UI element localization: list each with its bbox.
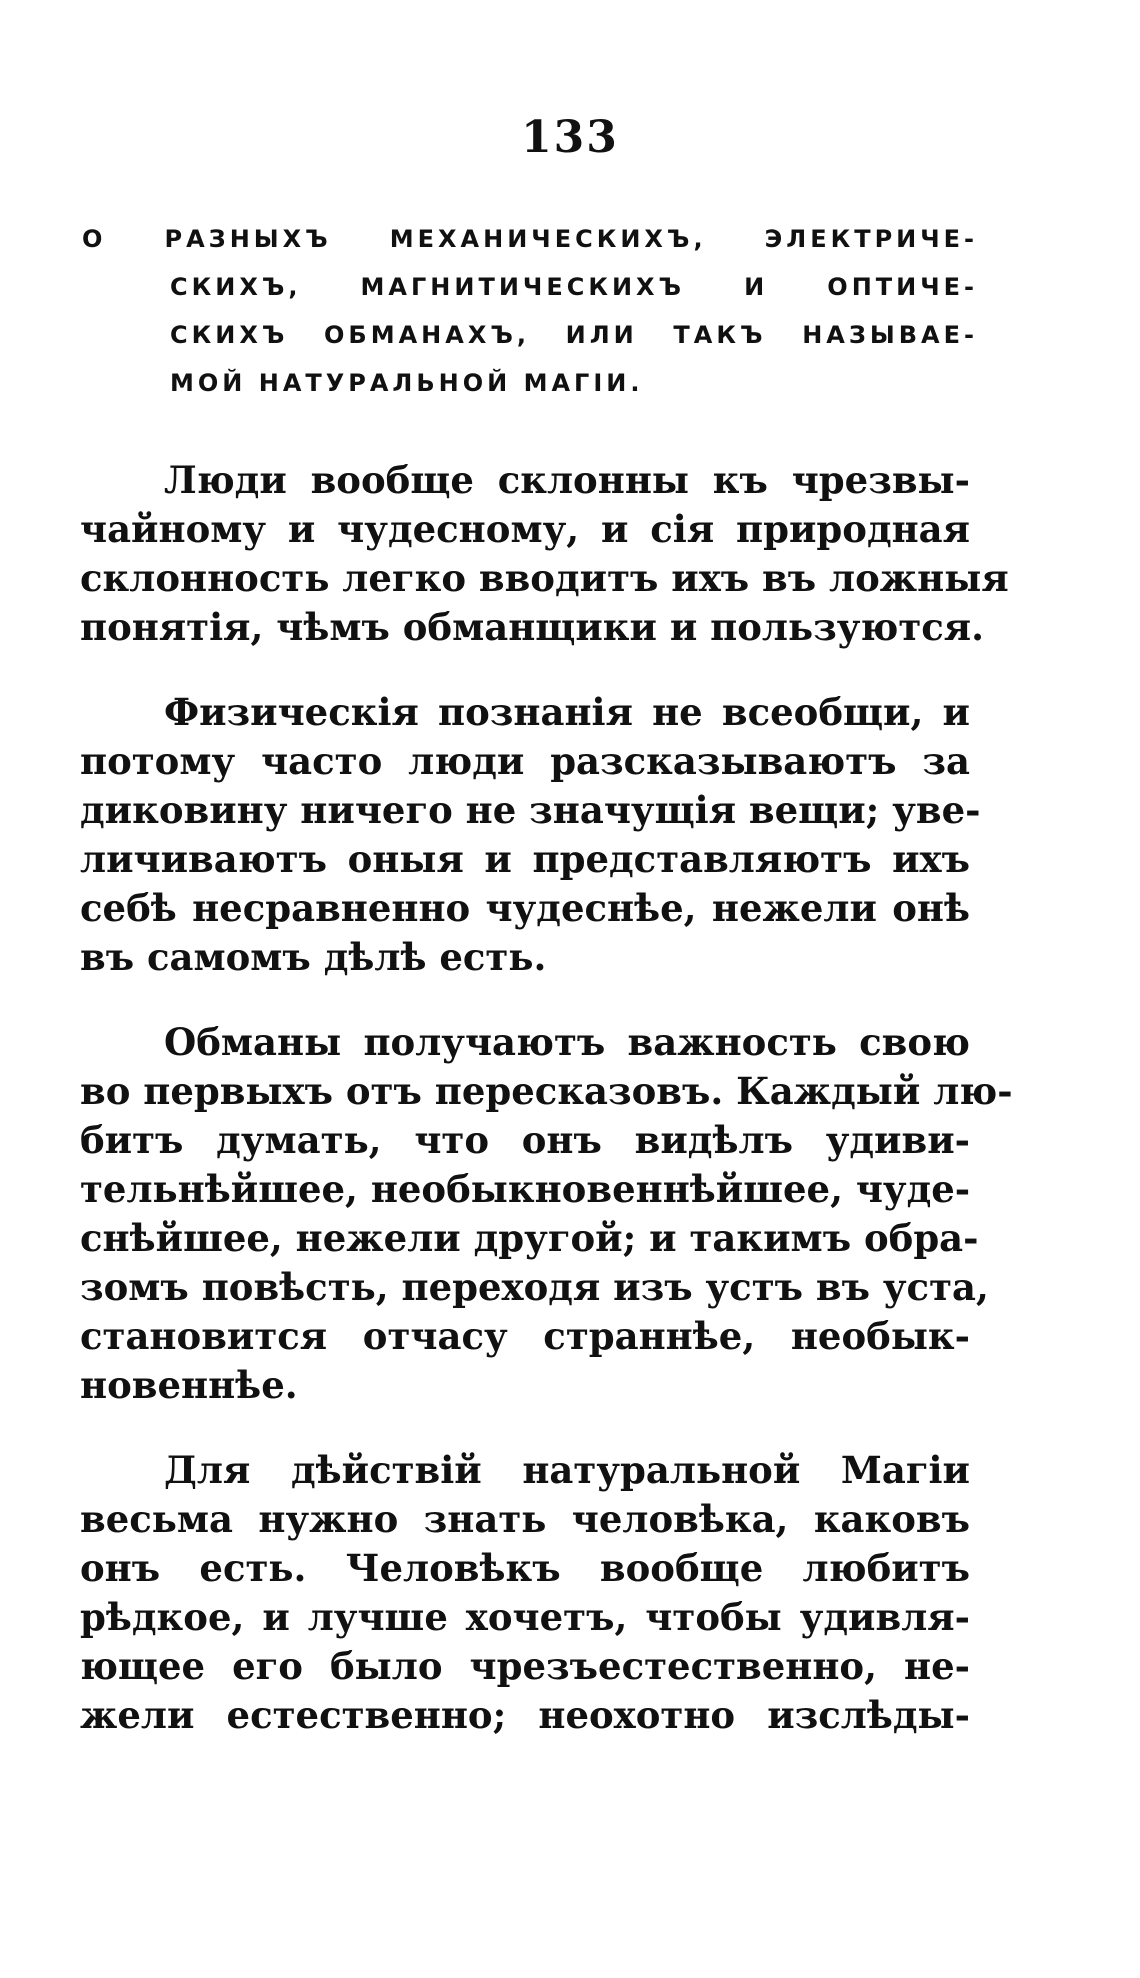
text-line: себѣ несравненно чудеснѣе, нежели онѣ bbox=[80, 886, 970, 930]
text-line: склонность легко вводитъ ихъ въ ложныя bbox=[80, 556, 1009, 600]
page-number: 133 bbox=[521, 112, 619, 163]
text-line: весьма нужно знать человѣка, каковъ bbox=[80, 1497, 970, 1541]
chapter-title-line: О РАЗНЫХЪ МЕХАНИЧЕСКИХЪ, ЭЛЕКТРИЧЕ- bbox=[82, 225, 978, 253]
text-line: понятія, чѣмъ обманщики и пользуются. bbox=[80, 605, 985, 649]
text-line: снѣйшее, нежели другой; и такимъ обра- bbox=[80, 1216, 979, 1260]
text-line: жели естественно; неохотно изслѣды- bbox=[80, 1693, 970, 1737]
text-line: зомъ повѣсть, переходя изъ устъ въ уста, bbox=[80, 1265, 989, 1309]
chapter-title bbox=[82, 215, 978, 407]
chapter-title-line: СКИХЪ, МАГНИТИЧЕСКИХЪ И ОПТИЧЕ- bbox=[170, 273, 978, 301]
chapter-title-line: СКИХЪ ОБМАНАХЪ, ИЛИ ТАКЪ НАЗЫВАЕ- bbox=[170, 321, 978, 349]
text-line: во первыхъ отъ пересказовъ. Каждый лю- bbox=[80, 1069, 1013, 1113]
text-line: Физическія познанія не всеобщи, и bbox=[164, 690, 970, 734]
paragraph bbox=[80, 1018, 1013, 1410]
text-line: чайному и чудесному, и сія природная bbox=[80, 507, 970, 551]
text-line: новеннѣе. bbox=[80, 1363, 298, 1407]
text-line: Люди вообще склонны къ чрезвы- bbox=[164, 458, 970, 502]
text-line: рѣдкое, и лучше хочетъ, чтобы удивля- bbox=[80, 1595, 970, 1639]
paragraph bbox=[80, 688, 981, 982]
text-line: ющее его было чрезъестественно, не- bbox=[80, 1644, 970, 1688]
paragraph bbox=[80, 456, 1009, 652]
text-line: битъ думать, что онъ видѣлъ удиви- bbox=[80, 1118, 970, 1162]
body-text bbox=[80, 456, 1013, 1776]
text-line: въ самомъ дѣлѣ есть. bbox=[80, 935, 547, 979]
text-line: становится отчасу страннѣе, необык- bbox=[80, 1314, 970, 1358]
text-line: Обманы получаютъ важность свою bbox=[164, 1020, 970, 1064]
text-line: диковину ничего не значущія вещи; уве- bbox=[80, 788, 981, 832]
chapter-title-line: МОЙ НАТУРАЛЬНОЙ МАГІИ. bbox=[170, 369, 644, 397]
paragraph bbox=[80, 1446, 970, 1740]
text-line: онъ есть. Человѣкъ вообще любитъ bbox=[80, 1546, 970, 1590]
text-line: тельнѣйшее, необыкновеннѣйшее, чуде- bbox=[80, 1167, 971, 1211]
text-line: Для дѣйствій натуральной Магіи bbox=[164, 1448, 970, 1492]
text-line: потому часто люди разсказываютъ за bbox=[80, 739, 970, 783]
text-line: личиваютъ оныя и представляютъ ихъ bbox=[80, 837, 970, 881]
